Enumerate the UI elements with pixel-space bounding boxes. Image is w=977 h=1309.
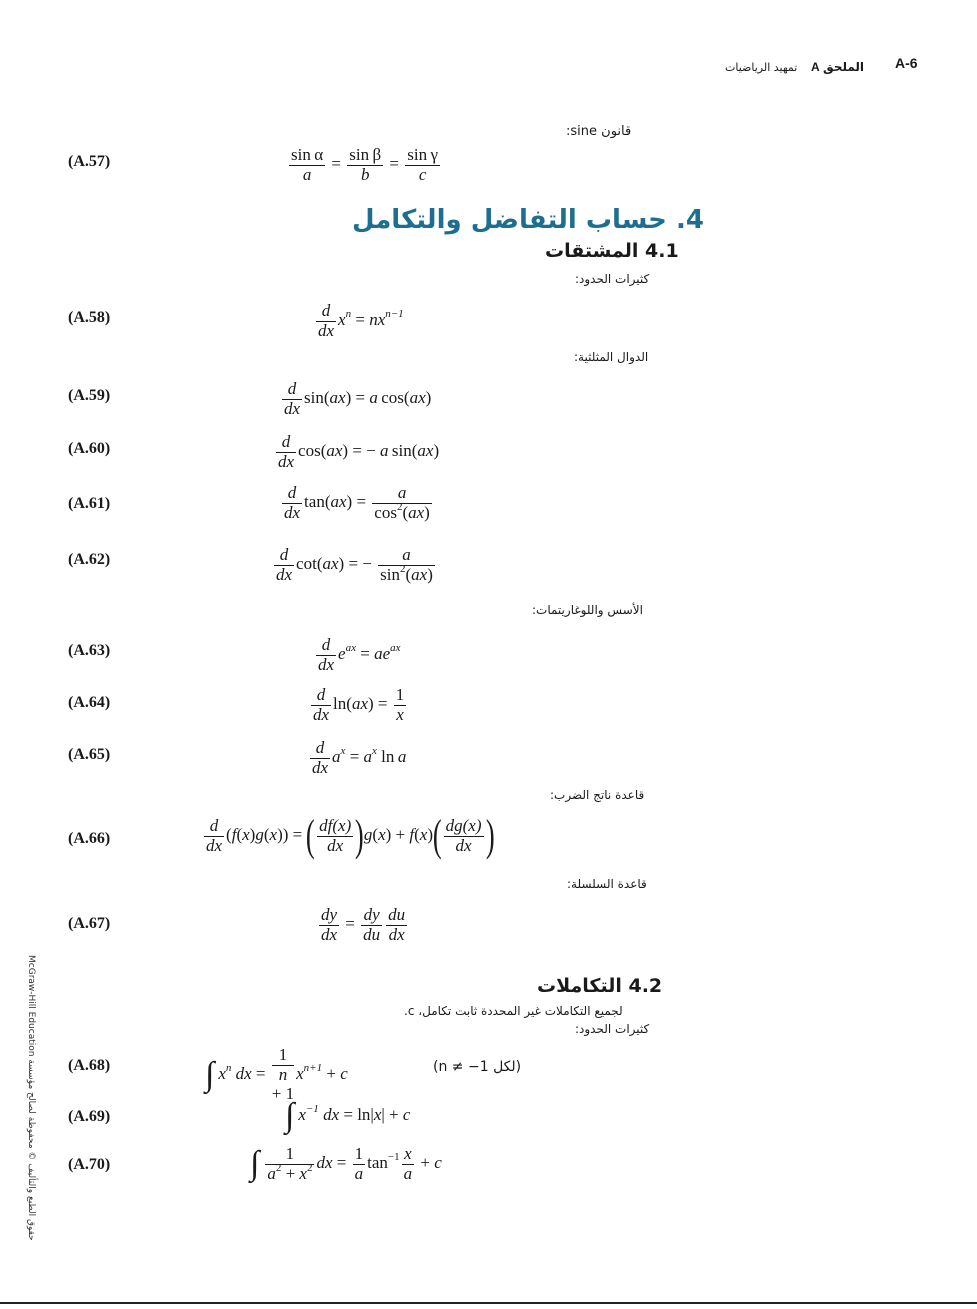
equation-number: (A.65) (68, 746, 111, 763)
chain-rule-label: قاعدة السلسلة: (567, 877, 647, 891)
subsection-title-integrals: 4.2 التكاملات (537, 975, 663, 997)
polynomials-label: كثيرات الحدود: (575, 272, 650, 286)
page-bottom-rule (0, 1302, 977, 1304)
derivative-ln: $\frac{d}{dx}$ ln(ax) = $\frac{1}{x}$ (313, 685, 405, 724)
sine-law-label: قانون sine: (566, 124, 632, 139)
integral-polynomials-label: كثيرات الحدود: (575, 1022, 650, 1036)
page-header (700, 55, 930, 79)
equation-number: (A.59) (68, 387, 111, 404)
product-rule-label: قاعدة ناتج الضرب: (550, 788, 645, 802)
chain-rule-formula: $\frac{dy}{dx}$ = $\frac{dy}{du}$ $\frac{du}{dx}$ (321, 905, 406, 944)
derivative-cot: $\frac{d}{dx}$ cot(ax) = − $\frac{a}{\sin^2(ax)}$ (276, 545, 433, 584)
equation-number: (A.68) (68, 1057, 111, 1074)
appendix-label: الملحق (823, 60, 865, 74)
derivative-tan: $\frac{d}{dx}$ tan(ax) = $\frac{a}{\cos^2(ax)}$ (284, 483, 430, 522)
derivative-power: $\frac{d}{dx}$ $x^n = nx^{n-1}$ (318, 301, 404, 340)
integral-reciprocal: ∫ $x^{-1}$ dx = ln|x| + c (285, 1097, 411, 1134)
integration-constant-note: لجميع التكاملات غير المحددة ثابت تكامل، c. (404, 1004, 623, 1018)
equation-number: (A.64) (68, 694, 111, 711)
appendix-letter: A (811, 60, 820, 74)
integral-power: ∫ $x^n$ dx = 1 n + $1x^{n+1} + c$ (205, 1045, 348, 1104)
exp-log-label: الأسس واللوغاريتمات: (532, 603, 643, 617)
appendix-title: تمهيد الرياضيات (725, 61, 798, 74)
derivative-cos: $\frac{d}{dx}$ cos(ax) = − a sin(ax) (278, 432, 440, 471)
section-title-calculus: 4. حساب التفاضل والتكامل (352, 205, 704, 235)
subsection-title-derivatives: 4.1 المشتقات (545, 240, 679, 262)
derivative-sin: $\frac{d}{dx}$ sin(ax) = a cos(ax) (284, 379, 432, 418)
derivative-a-power-x: $\frac{d}{dx}$ $a^x = a^x$ ln a (312, 738, 407, 777)
equation-number: (A.60) (68, 440, 111, 457)
trig-label: الدوال المثلثية: (574, 350, 649, 364)
equation-number: (A.63) (68, 642, 111, 659)
equation-number: (A.58) (68, 309, 111, 326)
integral-arctan: ∫ $\frac{1}{a^2 + x^2}$ dx = $\frac{1}{a}$ $\tan^{-1}$ $\frac{x}{a}$ + c (250, 1144, 442, 1183)
equation-number: (A.69) (68, 1108, 111, 1125)
sine-law-formula: $\frac{\text{sin α}}{a}$ = $\frac{\text{sin β}}{b}$ = $\frac{\text{sin γ}}{c}$ (291, 145, 439, 184)
page-number: A-6 (895, 55, 918, 71)
equation-number: (A.61) (68, 495, 111, 512)
product-rule-formula: $\frac{d}{dx}$ (f(x)g(x)) = ( $\frac{df(x)}{dx}$ )g(x) + f(x)( $\frac{dg(x)}{dx}$ ) (206, 811, 495, 860)
copyright-margin-text: حقوق الطبع والتأليف © محفوظة لصالح مؤسسة McGraw-Hill Education (26, 955, 36, 1241)
equation-number: (A.70) (68, 1156, 111, 1173)
derivative-exp: $\frac{d}{dx}$ $e^{ax} = ae^{ax}$ (318, 635, 401, 674)
integral-condition: (لكل n ≠ −1) (433, 1059, 522, 1075)
equation-number: (A.57) (68, 153, 111, 170)
equation-number: (A.67) (68, 915, 111, 932)
equation-number: (A.66) (68, 830, 111, 847)
equation-number: (A.62) (68, 551, 111, 568)
